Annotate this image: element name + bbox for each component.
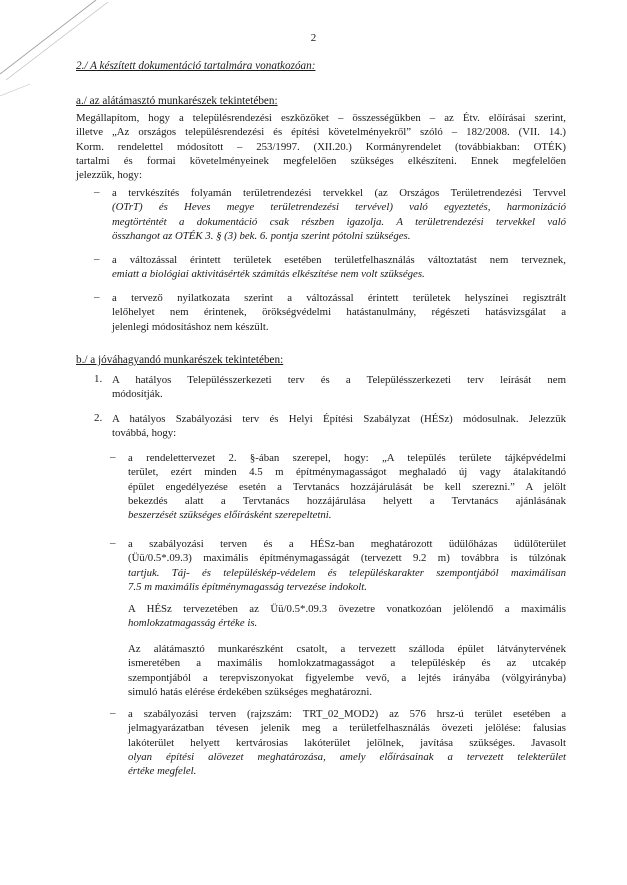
text-line: Az alátámasztó munkarészként csatolt, a tervezett szálloda épület látványtervének [128, 643, 566, 655]
text-line: szempontjából a terepviszonyokat figyelembe vevő, a lejtés irányába (völgyirányba) [128, 671, 566, 684]
text-line: beszerzését szükséges előírásként szerepeltetni. [128, 509, 332, 522]
section-heading: 2./ A készített dokumentáció tartalmára vonatkozóan: [76, 60, 316, 72]
bullet-dash: – [94, 186, 100, 198]
part-b-item-2 [112, 412, 566, 441]
bullet-dash: – [110, 451, 116, 463]
part-b-paragraph-2 [128, 642, 566, 699]
text-line: tartjuk. Táj- és településkép-védelem és településkarakter szempontjából maximálisan [128, 566, 566, 579]
item-number: 1. [94, 373, 103, 385]
text-line: olyan építési alövezet meghatározása, amely előírásainak a tervezett telekterület [128, 750, 566, 763]
part-a-bullet-2 [112, 253, 566, 282]
text-line: Megállapítom, hogy a településrendezési eszközöket – összességükben – az Étv. előírásai szerint, [76, 112, 566, 124]
text-line: simuló hatás elérése érdekében szükséges meghatározni. [128, 685, 373, 698]
text-line: a tervező nyilatkozata szerint a változással érintett területek helyszínei regisztrált [112, 292, 566, 304]
text-line: megtörténtét a dokumentáció csak részben igazolja. A területrendezési tervekkel való [112, 215, 566, 228]
text-line: a tervkészítés folyamán területrendezési tervekkel (az Országos Területrendezési Tervvel [112, 187, 566, 199]
page-number: 2 [310, 32, 317, 44]
text-line: (OTrT) és Heves megye területrendezési tervével) való egyeztetés, harmonizáció [112, 201, 566, 214]
text-line: lelőhelyet nem érintenek, örökségvédelmi hatástanulmány, régészeti hatásvizsgálat a [112, 306, 566, 319]
part-a-bullet-3 [112, 291, 566, 334]
text-line: A hatályos Településszerkezeti terv és a Településszerkezeti terv leírását nem [112, 374, 566, 386]
text-line: A HÉSz tervezetében az Üü/0.5*.09.3 övezetre vonatkozóan jelölendő a maximális [128, 603, 566, 615]
part-b-sub-bullet-2 [128, 537, 566, 594]
text-line: továbbá, hogy: [112, 427, 177, 440]
text-line: (Üü/0.5*.09.3) maximális építménymagasságát (tervezett 9.2 m) továbbra is túlzónak [128, 552, 566, 565]
text-line: a szabályozási terven (rajzszám: TRT_02_MOD2) az 576 hrsz-ú terület esetében a [128, 708, 566, 720]
part-a-bullet-1 [112, 186, 566, 243]
text-line: emiatt a biológiai aktivitásérték számítás elkészítése nem volt szükséges. [112, 268, 425, 281]
part-a-intro [76, 111, 566, 182]
text-line: 7.5 m maximális építménymagasság tervezése indokolt. [128, 580, 367, 593]
text-line: bekezdés alatt a Tervtanács hozzájárulása helyett a Tervtanács ajánlásának [128, 494, 566, 507]
text-line: tartalmi és formai követelményeinek megfelelően szükséges elkészíteni. Ennek megfelelően [76, 154, 566, 167]
text-line: a változással érintett területek esetében területfelhasználás változtatást nem terveznek, [112, 254, 566, 266]
text-line: Korm. rendelettel módosított – 253/1997. (XII.20.) Kormányrendelet (továbbiakban: OTÉK) [76, 140, 566, 153]
text-line: a rendelettervezet 2. §-ában szerepel, hogy: „A település területe tájképvédelmi [128, 452, 566, 464]
part-a-heading: a./ az alátámasztó munkarészek tekintetében: [76, 95, 278, 107]
text-line: összhangot az OTÉK 3. § (3) bek. 6. pontja szerint pótolni szükséges. [112, 229, 411, 242]
part-b-last-bullet [128, 707, 566, 778]
part-b-sub-bullet-1 [128, 451, 566, 522]
text-line: módosítják. [112, 388, 163, 401]
bullet-dash: – [110, 707, 116, 719]
text-line: homlokzatmagasság értéke is. [128, 617, 258, 630]
bullet-dash: – [110, 537, 116, 549]
text-line: jelenlegi módosításhoz nem készült. [112, 320, 269, 333]
text-line: lakóterület helyett kertvárosias lakóterület jelölnek, javítása szükséges. Javasolt [128, 736, 566, 749]
bullet-dash: – [94, 291, 100, 303]
part-b-heading: b./ a jóváhagyandó munkarészek tekintetében: [76, 354, 284, 366]
text-line: ismeretében a maximális homlokzatmagasságot a településkép és az utcakép [128, 657, 566, 670]
scan-artifact-lines [0, 0, 120, 110]
text-line: jelmagyarázatban tévesen jelenik meg a területfelhasználás övezeti jelölése: falusias [128, 722, 566, 735]
item-number: 2. [94, 412, 103, 424]
text-line: jelezzük, hogy: [76, 169, 142, 182]
part-b-item-1 [112, 373, 566, 402]
part-b-paragraph-1 [128, 602, 566, 631]
text-line: épület engedélyezése esetén a Tervtanács hozzájárulását be kell szerezni.” A jelölt [128, 480, 566, 493]
text-line: illetve „Az országos településrendezési és építési követelményekről” szóló – 182/2008. (VII. 14.) [76, 126, 566, 139]
text-line: terület, ezért minden 4.5 m építménymagasságot meghaladó új vagy átalakítandó [128, 466, 566, 479]
text-line: a szabályozási terven és a HÉSz-ban meghatározott üdülőházas üdülőterület [128, 538, 566, 550]
bullet-dash: – [94, 253, 100, 265]
text-line: értéke megfelel. [128, 765, 197, 778]
text-line: A hatályos Szabályozási terv és Helyi Építési Szabályzat (HÉSz) módosulnak. Jelezzük [112, 413, 566, 425]
